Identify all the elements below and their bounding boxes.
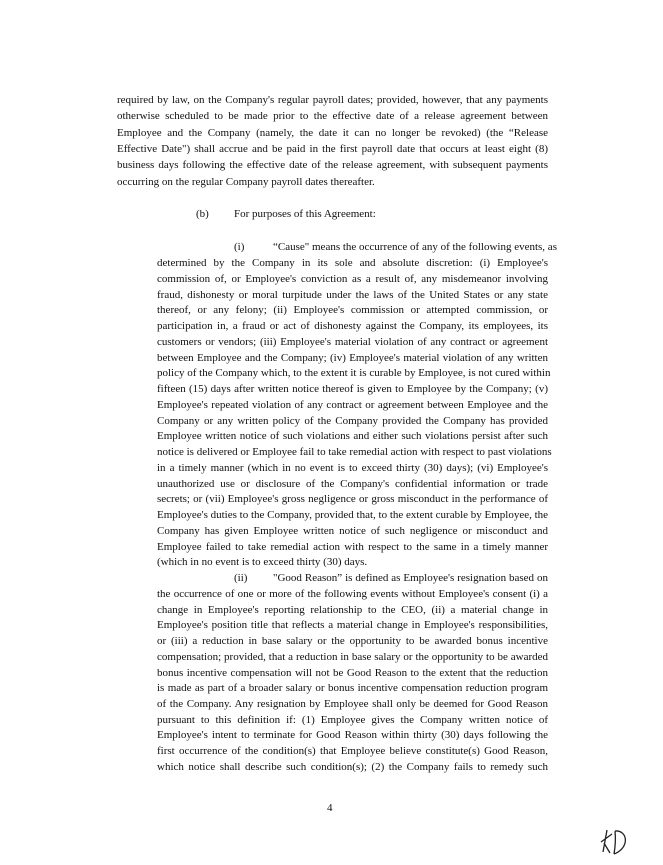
section-b-label: (b) — [196, 208, 209, 220]
text-line: is made as part of a broader salary or bonus incentive compensation reduction program — [157, 682, 548, 694]
text-line: Company or any written policy of the Company provided the Company has provided — [157, 415, 548, 427]
handwritten-initials-signature — [598, 826, 634, 858]
text-line: compensation; provided, that a reduction in base salary or the opportunity to be awarded — [157, 651, 548, 663]
cause-label: (i) — [234, 241, 245, 253]
text-line: Company has given Employee written notice of such negligence or misconduct and — [157, 525, 548, 537]
text-line: or (iii) a reduction in base salary or the opportunity to be awarded bonus incentive — [157, 635, 548, 647]
text-line: between Employee and the Company; (iv) Employee's material violation of any written — [157, 352, 548, 364]
text-line: (which in no event is to exceed thirty (30) days. — [157, 556, 368, 568]
text-line: thereof, or any felony; (ii) Employee's commission or attempted commission, or — [157, 304, 548, 316]
text-line: determined by the Company in its sole and absolute discretion: (i) Employee's — [157, 257, 548, 269]
text-line: participation in, a fraud or act of dishonesty against the Company, its employees, its — [157, 320, 548, 332]
text-line: Employee written notice of such violations and either such violations persist after such — [157, 430, 548, 442]
text-line: fraud, dishonesty or moral turpitude under the laws of the United States or any state — [157, 289, 548, 301]
text-line: business days following the effective date of the release agreement, with subsequent payments — [117, 159, 548, 171]
text-line: change in Employee's reporting relationship to the CEO, (ii) a material change in — [157, 604, 548, 616]
cause-first-line: “Cause" means the occurrence of any of the following events, as — [273, 241, 557, 253]
text-line: unauthorized use or disclosure of the Company's confidential information or trade — [157, 478, 548, 490]
text-line: the occurrence of one or more of the following events without Employee's consent (i) a — [157, 588, 548, 600]
page-number: 4 — [327, 802, 333, 814]
text-line: Employee failed to take remedial action with respect to the same in a timely manner — [157, 541, 548, 553]
good-reason-label: (ii) — [234, 572, 248, 584]
text-line: fifteen (15) days after written notice thereof is given to Employee by the Company; (v) — [157, 383, 548, 395]
text-line: policy of the Company which, to the extent it is curable by Employee, is not cured within — [157, 367, 551, 379]
text-line: otherwise scheduled to be made prior to the effective date of a release agreement between — [117, 110, 548, 122]
text-line: notice is delivered or Employee fail to take remedial action with respect to past violations — [157, 446, 552, 458]
text-line: Employee's repeated violation of any contract or agreement between Employee and the — [157, 399, 548, 411]
good-reason-first-line: "Good Reason” is defined as Employee's resignation based on — [273, 572, 548, 584]
text-line: secrets; or (vii) Employee's gross negligence or gross misconduct in the performance of — [157, 493, 548, 505]
text-line: first occurrence of the condition(s) that Employee believe constitute(s) Good Reason, — [157, 745, 548, 757]
text-line: bonus incentive compensation will not be Good Reason to the extent that the reduction — [157, 667, 548, 679]
text-line: Effective Date") shall accrue and be paid in the first payroll date that occurs at least eight (8) — [117, 143, 548, 155]
text-line: Employee's position title that reflects a material change in Employee's responsibilities, — [157, 619, 548, 631]
text-line: pursuant to this definition if: (1) Employee gives the Company written notice of — [157, 714, 548, 726]
text-line: in a timely manner (which in no event is to exceed thirty (30) days); (vi) Employee's — [157, 462, 548, 474]
text-line: required by law, on the Company's regular payroll dates; provided, however, that any payments — [117, 94, 548, 106]
text-line: Employee's duties to the Company, provided that, to the extent curable by Employee, the — [157, 509, 549, 521]
text-line: Employee and the Company (namely, the date it can no longer be revoked) (the “Release — [117, 127, 548, 139]
text-line: of the Company. Any resignation by Employee shall only be deemed for Good Reason — [157, 698, 548, 710]
text-line: Employee's intent to terminate for Good Reason within thirty (30) days following the — [157, 729, 548, 741]
section-b-heading: For purposes of this Agreement: — [234, 208, 376, 220]
text-line: which notice shall describe such condition(s); (2) the Company fails to remedy such — [157, 761, 548, 773]
text-line: commission of, or Employee's conviction as a result of, any misdemeanor involving — [157, 273, 548, 285]
text-line: occurring on the regular Company payroll dates thereafter. — [117, 176, 375, 188]
text-line: customers or vendors; (iii) Employee's material violation of any contract or agreement — [157, 336, 548, 348]
